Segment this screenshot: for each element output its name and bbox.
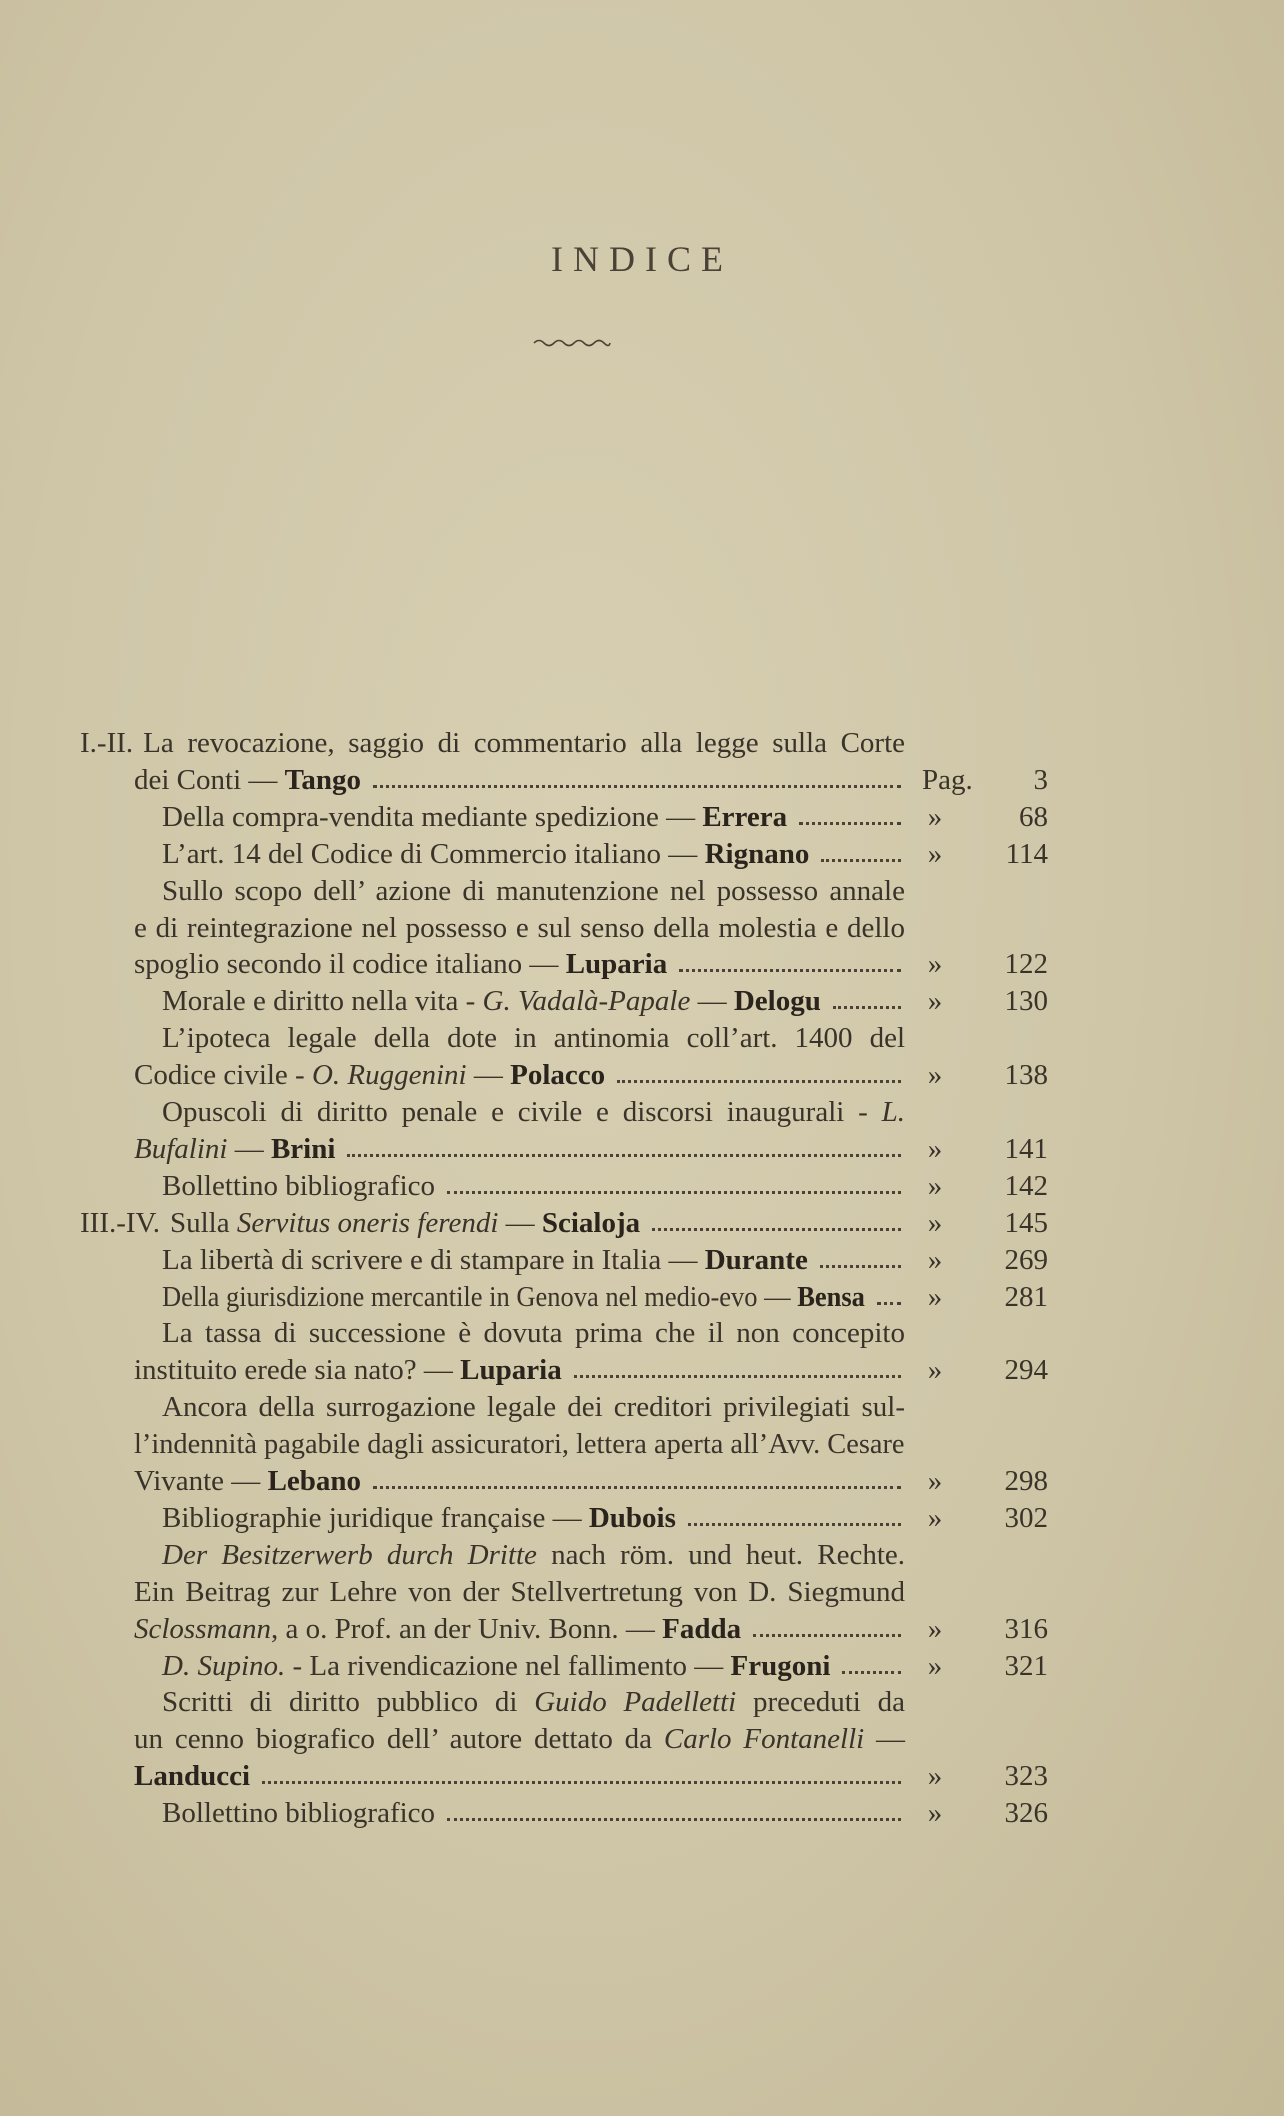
toc-entry-text xyxy=(134,1722,905,1756)
entry-text: Ancora della surrogazione legale dei creditori privilegiati sul- xyxy=(162,1391,905,1424)
page-number: 114 xyxy=(1005,837,1048,870)
entry-text: Bollettino bibliografico xyxy=(162,1169,436,1202)
page-marker: » xyxy=(927,1169,943,1202)
page-number: 298 xyxy=(1004,1465,1048,1497)
page-marker: » xyxy=(927,1059,943,1092)
toc-entry-line xyxy=(134,1722,905,1756)
toc-entry-text xyxy=(162,1316,905,1350)
page-number: 138 xyxy=(1004,1059,1048,1092)
toc-entry-text-inner xyxy=(162,1538,905,1572)
author-name: Dubois xyxy=(588,1501,676,1534)
toc-entry-text xyxy=(134,1427,905,1461)
page-number: 130 xyxy=(1004,985,1048,1018)
toc-entry-line xyxy=(162,837,905,871)
toc-entry-line xyxy=(134,763,905,797)
dot-leader xyxy=(833,1006,901,1009)
italic-title-text: O. Ruggenini xyxy=(311,1059,467,1092)
toc-entry-line xyxy=(134,1058,905,1092)
toc-entry-line xyxy=(162,1021,905,1055)
toc-entry-text xyxy=(134,947,667,981)
entry-text: Sullo scopo dell’ azione di manutenzione nel possesso annale xyxy=(162,874,905,907)
italic-title-text: L. xyxy=(881,1096,905,1128)
volume-label: I.-II. xyxy=(80,727,134,759)
page-number: 122 xyxy=(1004,948,1048,981)
entry-text: — xyxy=(466,1059,511,1092)
toc-entry-text-inner xyxy=(134,1058,605,1092)
page-number: 142 xyxy=(1004,1169,1048,1202)
entry-text: , a o. Prof. an der Univ. Bonn. — xyxy=(270,1612,663,1645)
toc-entry-text-inner xyxy=(134,1759,250,1793)
entry-text: — xyxy=(498,1206,542,1239)
toc-entry-text-inner xyxy=(134,1575,905,1609)
page-marker: » xyxy=(927,1243,943,1276)
toc-entry-text-inner xyxy=(162,800,787,834)
toc-entry-text xyxy=(162,1021,905,1055)
italic-title-text: Servitus oneris ferendi xyxy=(236,1206,499,1239)
page-marker: » xyxy=(927,1354,943,1387)
toc-entry-line xyxy=(162,1280,905,1314)
toc-entry-text-inner xyxy=(134,1353,562,1387)
page-number: 321 xyxy=(1004,1649,1048,1682)
toc-entry-line xyxy=(162,800,905,834)
author-name: Delogu xyxy=(733,985,821,1018)
toc-entry-text xyxy=(162,1280,865,1314)
page-marker: » xyxy=(927,1465,943,1497)
dot-leader xyxy=(799,822,901,825)
toc-entry-text-inner xyxy=(162,874,905,908)
toc-entry-text xyxy=(162,984,821,1018)
toc-entry-text-inner xyxy=(162,1316,905,1350)
dot-leader xyxy=(373,1486,901,1489)
toc-entry-text-inner xyxy=(134,1132,335,1166)
page-marker: » xyxy=(927,1760,943,1793)
author-name: Frugoni xyxy=(730,1649,831,1682)
author-name: Lebano xyxy=(267,1465,362,1497)
entry-text: - La rivendicazione nel fallimento — xyxy=(285,1649,731,1682)
italic-title-text: D. Supino. xyxy=(162,1649,286,1682)
toc-entry-text xyxy=(162,1538,905,1572)
ornament-divider xyxy=(532,336,612,350)
page-number: 68 xyxy=(1019,800,1048,833)
page-marker: » xyxy=(927,1280,943,1313)
dot-leader xyxy=(842,1671,901,1674)
toc-entry-line xyxy=(162,1316,905,1350)
dot-leader xyxy=(679,969,901,972)
toc-entry-text xyxy=(162,1796,435,1830)
toc-entry-text-inner xyxy=(162,1796,435,1830)
page-number: 323 xyxy=(1004,1760,1048,1793)
toc-entry-text-inner xyxy=(80,726,905,760)
toc-entry-text xyxy=(162,874,905,908)
author-name: Polacco xyxy=(510,1059,606,1092)
entry-text: La libertà di scrivere e di stampare in Italia — xyxy=(162,1243,705,1276)
page-marker: » xyxy=(927,948,943,981)
dot-leader xyxy=(688,1523,901,1526)
dot-leader xyxy=(574,1375,901,1378)
entry-text: Ein Beitrag zur Lehre von der Stellvertretung von D. Siegmund xyxy=(134,1575,905,1608)
toc-entry-text-inner xyxy=(162,1243,808,1277)
toc-entry-text-inner xyxy=(162,1649,830,1683)
toc-entry-text-inner xyxy=(162,1685,905,1719)
entry-text: l’indennità pagabile dagli assicuratori, lettera aperta all’Avv. Cesare xyxy=(134,1428,905,1461)
author-name: Durante xyxy=(704,1243,808,1276)
toc-entry-line xyxy=(162,1501,905,1535)
toc-entry-text-inner xyxy=(162,1390,905,1424)
toc-entry-text-inner xyxy=(134,947,667,981)
toc-entry-line xyxy=(134,1759,905,1793)
dot-leader xyxy=(262,1781,901,1784)
page-marker: » xyxy=(927,1501,943,1534)
author-name: Errera xyxy=(702,800,788,833)
author-name: Luparia xyxy=(460,1354,562,1387)
entry-text: e di reintegrazione nel possesso e sul senso della molestia e dello xyxy=(134,911,905,944)
toc-entry-line xyxy=(162,1649,905,1683)
entry-text: Scritti di diritto pubblico di xyxy=(162,1686,535,1719)
toc-entry-text-inner xyxy=(162,1501,676,1535)
toc-entry-text xyxy=(162,837,809,871)
dot-leader xyxy=(447,1191,901,1194)
page-number: 302 xyxy=(1004,1501,1048,1534)
author-name: Luparia xyxy=(565,948,668,981)
dot-leader xyxy=(347,1154,901,1157)
toc-entry-text xyxy=(134,1353,562,1387)
toc-entry-text-inner xyxy=(134,763,361,797)
page-marker: » xyxy=(927,1206,943,1239)
toc-entry-text xyxy=(134,1759,250,1793)
volume-label: III.-IV. xyxy=(80,1206,160,1239)
entry-text: nach röm. und heut. Rechte. xyxy=(536,1538,905,1571)
toc-entry-line xyxy=(134,911,905,945)
toc-entry-text-inner xyxy=(134,1722,905,1756)
page-marker: » xyxy=(927,1649,943,1682)
entry-text: Sulla xyxy=(170,1206,237,1239)
entry-text: Morale e diritto nella vita - xyxy=(162,985,483,1018)
toc-entry-text-inner xyxy=(162,837,809,871)
author-name: Landucci xyxy=(134,1760,251,1793)
toc-entry-line xyxy=(134,947,905,981)
author-name: Fadda xyxy=(662,1612,742,1645)
toc-entry-line xyxy=(162,1685,905,1719)
toc-entry-text-inner xyxy=(162,984,821,1018)
toc-entry-line xyxy=(162,984,905,1018)
entry-text: dei Conti — xyxy=(134,763,285,796)
entry-text: — xyxy=(864,1723,906,1756)
entry-text: Vivante — xyxy=(134,1465,268,1497)
toc-entry-text xyxy=(162,1501,676,1535)
entry-text: Della compra-vendita mediante spedizione — xyxy=(162,800,703,833)
toc-entry-text xyxy=(134,1575,905,1609)
dot-leader xyxy=(652,1228,901,1231)
page-number: 141 xyxy=(1004,1132,1048,1165)
page-number: 294 xyxy=(1004,1354,1048,1387)
page-marker: » xyxy=(927,1612,943,1645)
toc-entry-line xyxy=(134,1132,905,1166)
page-marker: » xyxy=(927,837,943,870)
toc-entry-line xyxy=(80,726,905,760)
entry-text: La revocazione, saggio di commentario alla legge sulla Corte xyxy=(143,727,905,759)
entry-text: La tassa di successione è dovuta prima che il non concepito xyxy=(162,1317,905,1350)
toc-entry-line xyxy=(162,1243,905,1277)
italic-title-text: Bufalini xyxy=(134,1132,228,1165)
page-number: 145 xyxy=(1004,1206,1048,1239)
author-name: Brini xyxy=(270,1132,336,1165)
toc-entry-text xyxy=(134,1464,361,1498)
toc-entry-text xyxy=(162,800,787,834)
toc-entry-line xyxy=(134,1353,905,1387)
entry-text: L’art. 14 del Codice di Commercio italiano — xyxy=(162,837,705,870)
entry-text: — xyxy=(690,985,734,1018)
toc-entry-line xyxy=(80,1206,905,1240)
toc-entry-text xyxy=(162,1243,808,1277)
table-of-contents xyxy=(0,726,1284,1876)
toc-entry-line xyxy=(134,1427,905,1461)
page-number: 269 xyxy=(1004,1243,1048,1276)
toc-entry-line xyxy=(162,1538,905,1572)
toc-entry-text-inner xyxy=(162,1021,905,1055)
page-marker: » xyxy=(927,1132,943,1165)
page-title: INDICE xyxy=(551,239,733,279)
toc-entry-text xyxy=(134,1058,605,1092)
page-marker: » xyxy=(927,985,943,1018)
page-marker: » xyxy=(927,1797,943,1830)
dot-leader xyxy=(617,1080,901,1083)
toc-entry-line xyxy=(162,1390,905,1424)
dot-leader xyxy=(373,785,901,788)
toc-entry-text-inner xyxy=(80,1206,640,1240)
dot-leader xyxy=(877,1302,901,1305)
toc-entry-text-inner xyxy=(134,911,905,945)
toc-entry-text-inner xyxy=(134,1612,741,1646)
toc-entry-text xyxy=(162,1095,905,1129)
toc-entry-text-inner xyxy=(134,1427,905,1461)
entry-text: preceduti da xyxy=(736,1686,906,1719)
toc-entry-text xyxy=(134,911,905,945)
toc-entry-text-inner xyxy=(162,1095,905,1129)
toc-entry-text xyxy=(134,763,361,797)
toc-entry-text xyxy=(162,1649,830,1683)
toc-entry-line xyxy=(134,1464,905,1498)
entry-text: Bollettino bibliografico xyxy=(162,1797,436,1830)
toc-entry-text xyxy=(134,1612,741,1646)
italic-title-text: Sclossmann xyxy=(134,1612,271,1645)
entry-text: Della giurisdizione mercantile in Genova nel medio-evo — xyxy=(162,1280,798,1313)
toc-entry-line xyxy=(134,1575,905,1609)
toc-entry-text-inner xyxy=(162,1280,865,1314)
italic-title-text: Der Besitzerwerb durch Dritte xyxy=(162,1538,537,1571)
page-marker: » xyxy=(927,800,943,833)
italic-title-text: Carlo Fontanelli xyxy=(663,1723,865,1756)
page-number: 326 xyxy=(1004,1797,1048,1830)
entry-text: L’ipoteca legale della dote in antinomia coll’art. 1400 del xyxy=(162,1022,905,1055)
entry-text: spoglio secondo il codice italiano — xyxy=(134,948,566,981)
toc-entry-line xyxy=(162,1169,905,1203)
entry-text: Bibliographie juridique française — xyxy=(162,1501,589,1534)
entry-text: instituito erede sia nato? — xyxy=(134,1354,461,1387)
toc-entry-text-inner xyxy=(162,1169,435,1203)
dot-leader xyxy=(820,1265,901,1268)
author-name: Rignano xyxy=(704,837,810,870)
italic-title-text: G. Vadalà-Papale xyxy=(482,985,691,1018)
page-number: 3 xyxy=(1033,763,1048,796)
entry-text: Opuscoli di diritto penale e civile e discorsi inaugurali - xyxy=(162,1096,882,1128)
toc-entry-line xyxy=(162,1095,905,1129)
author-name: Scialoja xyxy=(541,1206,641,1239)
toc-entry-line xyxy=(162,1796,905,1830)
author-name: Tango xyxy=(284,763,361,796)
toc-entry-text xyxy=(162,1169,435,1203)
toc-entry-text xyxy=(162,1390,905,1424)
toc-entry-text-inner xyxy=(134,1464,361,1498)
toc-entry-text xyxy=(80,726,905,760)
italic-title-text: Guido Padelletti xyxy=(534,1686,737,1719)
dot-leader xyxy=(447,1818,901,1821)
page-marker: Pag. xyxy=(922,763,973,796)
entry-text: un cenno biografico dell’ autore dettato da xyxy=(134,1723,664,1756)
toc-entry-text xyxy=(162,1685,905,1719)
toc-entry-text xyxy=(134,1132,335,1166)
toc-entry-line xyxy=(162,874,905,908)
page-number: 281 xyxy=(1004,1280,1048,1313)
toc-entry-text xyxy=(80,1206,640,1240)
toc-entry-line xyxy=(134,1612,905,1646)
page-number: 316 xyxy=(1004,1612,1048,1645)
author-name: Bensa xyxy=(797,1280,865,1313)
entry-text: Codice civile - xyxy=(134,1059,312,1092)
dot-leader xyxy=(821,859,901,862)
dot-leader xyxy=(753,1634,901,1637)
entry-text: — xyxy=(227,1132,271,1165)
